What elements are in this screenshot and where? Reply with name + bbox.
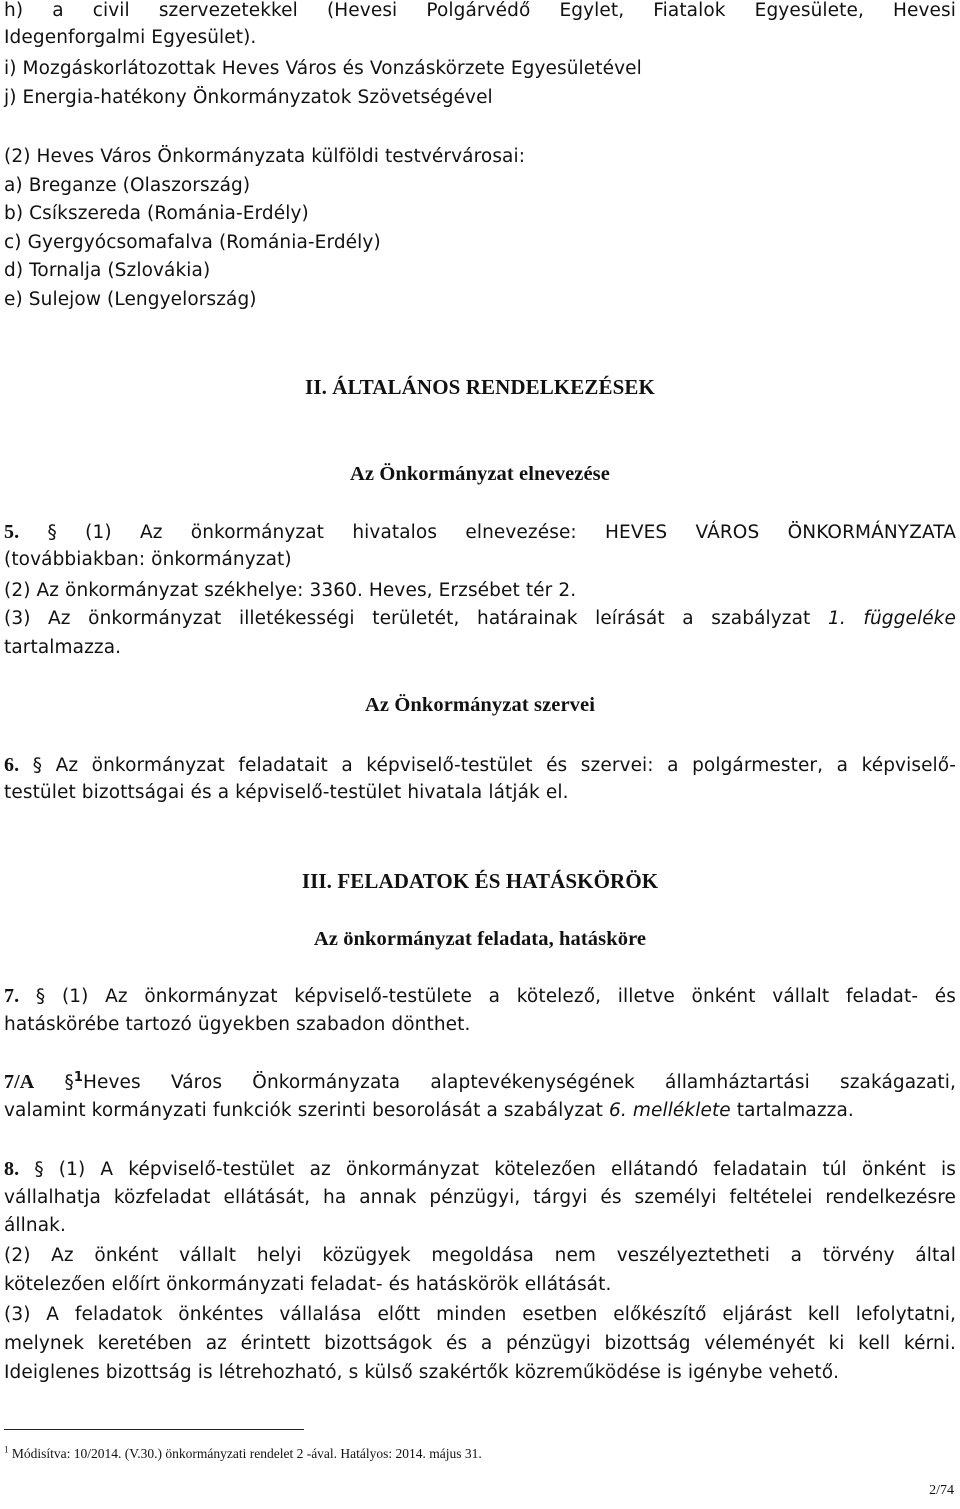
section-7a-number: 7/A bbox=[4, 1071, 35, 1093]
list-item-h-line1: h) a civil szervezetekkel (Hevesi Polgárvédő Egylet, Fiatalok Egyesülete, Hevesi bbox=[4, 0, 956, 21]
annex-reference: 6. melléklete bbox=[609, 1100, 731, 1121]
section-5-line3: (2) Az önkormányzat székhelye: 3360. Heves, Erzsébet tér 2. bbox=[4, 580, 577, 601]
section-7-line1 bbox=[4, 982, 956, 1011]
section-8-line3: állnak. bbox=[4, 1215, 66, 1236]
section-5-line5: tartalmazza. bbox=[4, 637, 122, 658]
section-sign: § bbox=[47, 522, 57, 543]
part-heading-tasks: III. FELADATOK ÉS HATÁSKÖRÖK bbox=[301, 869, 659, 893]
list-item-a: a) Breganze (Olaszország) bbox=[4, 175, 251, 196]
section-8-line2: vállalhatja közfeladat ellátását, ha annak pénzügyi, tárgyi és személyi feltételei rendelkezésre bbox=[4, 1187, 956, 1208]
part-heading-general: II. ÁLTALÁNOS RENDELKEZÉSEK bbox=[305, 375, 655, 399]
section-8-line6: (3) A feladatok önkéntes vállalása előtt minden esetben előkészítő eljárást kell lefolytatni, bbox=[4, 1304, 956, 1325]
section-7a-line1 bbox=[4, 1068, 956, 1097]
footnote-reference[interactable]: 1 bbox=[73, 1069, 83, 1085]
page-number: 2/74 bbox=[929, 1483, 954, 1498]
section-7a-text: Heves Város Önkormányzata alaptevékenységének államháztartási szakágazati, bbox=[83, 1072, 957, 1093]
appendix-reference: 1. függeléke bbox=[827, 608, 956, 629]
section-8-line5: kötelezően előírt önkormányzati feladat- és hatáskörök ellátását. bbox=[4, 1274, 612, 1295]
paragraph-sister-cities: (2) Heves Város Önkormányzata külföldi testvérvárosai: bbox=[4, 146, 526, 167]
section-6-line1 bbox=[4, 751, 956, 780]
subheading-name: Az Önkormányzat elnevezése bbox=[350, 463, 610, 485]
section-7a-line2-end: tartalmazza. bbox=[730, 1100, 854, 1121]
subheading-tasks: Az önkormányzat feladata, hatásköre bbox=[313, 928, 647, 950]
footnote-divider bbox=[4, 1429, 304, 1430]
section-5-line1 bbox=[4, 518, 956, 547]
list-item-h-line2: Idegenforgalmi Egyesület). bbox=[4, 27, 257, 48]
section-7-line2: hatáskörébe tartozó ügyekben szabadon dönthet. bbox=[4, 1014, 471, 1035]
list-item-c: c) Gyergyócsomafalva (Románia-Erdély) bbox=[4, 232, 381, 253]
list-item-b: b) Csíkszereda (Románia-Erdély) bbox=[4, 203, 309, 224]
section-sign: § bbox=[32, 755, 43, 776]
section-8-line4: (2) Az önként vállalt helyi közügyek megoldása nem veszélyeztetheti a törvény által bbox=[4, 1245, 956, 1266]
section-5-number: 5. bbox=[4, 521, 20, 543]
section-8-line7: melynek keretében az érintett bizottságok és a pénzügyi bizottság véleményét ki kell kérni. bbox=[4, 1333, 956, 1354]
section-7-text: (1) Az önkormányzat képviselő-testülete a kötelező, illetve önként vállalt feladat- és bbox=[61, 986, 957, 1007]
section-6-line2: testület bizottságai és a képviselő-testület hivatala látják el. bbox=[4, 782, 569, 803]
footnote-text: Módisítva: 10/2014. (V.30.) önkormányzati rendelet 2 -ával. Hatályos: 2014. május 31. bbox=[8, 1446, 482, 1461]
section-sign: § bbox=[34, 1159, 44, 1180]
section-sign: § bbox=[64, 1072, 74, 1093]
footnote bbox=[4, 1446, 482, 1462]
subheading-organs: Az Önkormányzat szervei bbox=[364, 694, 596, 716]
section-8-line1 bbox=[4, 1155, 956, 1184]
section-7-number: 7. bbox=[4, 985, 20, 1007]
section-6-text: Az önkormányzat feladatait a képviselő-testület és szervei: a polgármester, a képviselő- bbox=[55, 755, 956, 776]
section-7a-line2 bbox=[4, 1097, 854, 1125]
section-8-number: 8. bbox=[4, 1158, 20, 1180]
list-item-e: e) Sulejow (Lengyelország) bbox=[4, 289, 257, 310]
list-item-d: d) Tornalja (Szlovákia) bbox=[4, 260, 211, 281]
section-5-line4 bbox=[4, 605, 956, 633]
section-8-text: (1) A képviselő-testület az önkormányzat kötelezően ellátandó feladatain túl önként is bbox=[58, 1159, 957, 1180]
section-5-line2: (továbbiakban: önkormányzat) bbox=[4, 549, 292, 570]
list-item-i: i) Mozgáskorlátozottak Heves Város és Vonzáskörzete Egyesületével bbox=[4, 58, 642, 79]
list-item-j: j) Energia-hatékony Önkormányzatok Szövetségével bbox=[4, 87, 493, 108]
section-sign: § bbox=[35, 986, 46, 1007]
section-5-text: (1) Az önkormányzat hivatalos elnevezése: HEVES VÁROS ÖNKORMÁNYZATA bbox=[85, 522, 957, 543]
section-8-line8: Ideiglenes bizottság is létrehozható, s külső szakértők közreműködése is igénybe vehető. bbox=[4, 1362, 840, 1383]
section-5-line4-text: (3) Az önkormányzat illetékességi területét, határainak leírását a szabályzat bbox=[4, 608, 828, 629]
section-7a-line2-text: valamint kormányzati funkciók szerinti besorolását a szabályzat bbox=[4, 1100, 610, 1121]
section-6-number: 6. bbox=[4, 754, 20, 776]
footnote-number: 1 bbox=[4, 1444, 9, 1455]
